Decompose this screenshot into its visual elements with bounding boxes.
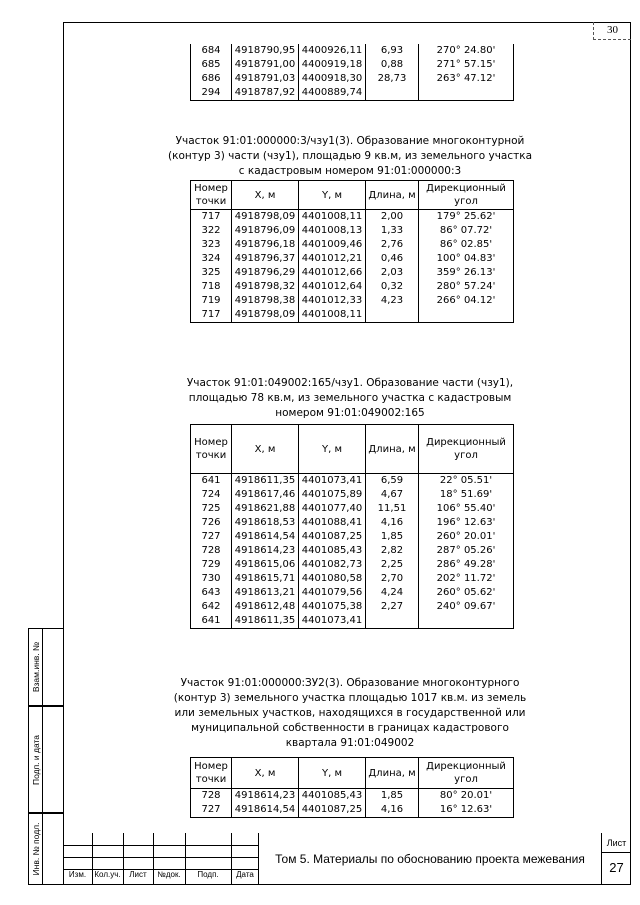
table-cell: 16° 12.63' bbox=[419, 803, 514, 818]
revision-grid bbox=[63, 833, 259, 885]
table-cell: 4918617,46 bbox=[232, 488, 299, 502]
table-row bbox=[191, 72, 514, 86]
table-cell bbox=[366, 86, 419, 101]
table-cell: 260° 20.01' bbox=[419, 530, 514, 544]
col-label: Кол.уч. bbox=[94, 870, 121, 879]
column-header: Y, м bbox=[299, 425, 366, 474]
table-row bbox=[191, 558, 514, 572]
table-cell bbox=[419, 86, 514, 101]
table-cell: 280° 57.24' bbox=[419, 280, 514, 294]
table-cell: 4400889,74 bbox=[299, 86, 366, 101]
table-cell: 4,16 bbox=[366, 803, 419, 818]
table-cell: 22° 05.51' bbox=[419, 474, 514, 489]
document-title: Том 5. Материалы по обоснованию проекта межевания bbox=[275, 851, 585, 866]
table-cell: 202° 11.72' bbox=[419, 572, 514, 586]
table-cell: 2,00 bbox=[366, 210, 419, 225]
table-row bbox=[191, 572, 514, 586]
column-header: X, м bbox=[232, 425, 299, 474]
table-cell: 4401080,58 bbox=[299, 572, 366, 586]
table-cell: 2,27 bbox=[366, 600, 419, 614]
caption-line: номером 91:01:049002:165 bbox=[275, 407, 425, 419]
table-row bbox=[191, 516, 514, 530]
column-header: Номер точки bbox=[191, 181, 232, 210]
table-cell: 240° 09.67' bbox=[419, 600, 514, 614]
table-cell: 2,76 bbox=[366, 238, 419, 252]
table-cell: 4918787,92 bbox=[232, 86, 299, 101]
table-cell: 4918621,88 bbox=[232, 502, 299, 516]
table-caption bbox=[150, 676, 550, 751]
column-header: Длина, м bbox=[366, 758, 419, 789]
table-cell: 2,82 bbox=[366, 544, 419, 558]
table-cell: 4401008,13 bbox=[299, 224, 366, 238]
table-cell: 86° 07.72' bbox=[419, 224, 514, 238]
table-cell: 4918614,23 bbox=[232, 544, 299, 558]
table-row bbox=[191, 280, 514, 294]
table-row bbox=[191, 600, 514, 614]
table-cell: 4918798,38 bbox=[232, 294, 299, 308]
table-row bbox=[191, 252, 514, 266]
table-cell: 685 bbox=[191, 58, 232, 72]
sheet-label: Лист bbox=[606, 838, 627, 848]
table-cell: 4918611,35 bbox=[232, 474, 299, 489]
table-cell: 287° 05.26' bbox=[419, 544, 514, 558]
table-row bbox=[191, 530, 514, 544]
column-header: Длина, м bbox=[366, 425, 419, 474]
table-cell: 4918790,95 bbox=[232, 44, 299, 58]
table-cell: 4918614,54 bbox=[232, 803, 299, 818]
caption-line: с кадастровым номером 91:01:000000:3 bbox=[238, 165, 462, 177]
table-cell: 718 bbox=[191, 280, 232, 294]
col-label: Дата bbox=[236, 870, 254, 879]
table-cell: 719 bbox=[191, 294, 232, 308]
table-row bbox=[191, 294, 514, 308]
column-header: X, м bbox=[232, 181, 299, 210]
col-label: Лист bbox=[129, 870, 147, 879]
table-cell: 4918798,32 bbox=[232, 280, 299, 294]
table-row bbox=[191, 789, 514, 804]
table-cell: 6,93 bbox=[366, 44, 419, 58]
sheet-number: 27 bbox=[602, 852, 631, 883]
table-cell: 4918798,09 bbox=[232, 210, 299, 225]
table-cell: 4,16 bbox=[366, 516, 419, 530]
table-cell: 728 bbox=[191, 789, 232, 804]
table-cell: 0,46 bbox=[366, 252, 419, 266]
table-cell: 2,25 bbox=[366, 558, 419, 572]
table-cell: 4918611,35 bbox=[232, 614, 299, 629]
table-cell: 106° 55.40' bbox=[419, 502, 514, 516]
table-cell: 4918614,54 bbox=[232, 530, 299, 544]
caption-line: Участок 91:01:000000:ЗУ2(3). Образование многоконтурного bbox=[180, 677, 520, 689]
table-cell: 4918796,37 bbox=[232, 252, 299, 266]
table-cell: 0,88 bbox=[366, 58, 419, 72]
column-header: Y, м bbox=[299, 758, 366, 789]
caption-line: Участок 91:01:000000:3/чзу1(3). Образование многоконтурной bbox=[175, 135, 525, 147]
table-row bbox=[191, 586, 514, 600]
column-header: Номер точки bbox=[191, 758, 232, 789]
table-cell: 179° 25.62' bbox=[419, 210, 514, 225]
table-cell: 4401087,25 bbox=[299, 803, 366, 818]
table-header-row bbox=[191, 425, 514, 474]
caption-line: муниципальной собственности в границах кадастрового bbox=[191, 722, 509, 734]
side-label: Взам.инв. № bbox=[30, 641, 41, 693]
table-cell: 4918613,21 bbox=[232, 586, 299, 600]
table-row bbox=[191, 224, 514, 238]
table-row bbox=[191, 58, 514, 72]
table-cell: 196° 12.63' bbox=[419, 516, 514, 530]
table-cell: 86° 02.85' bbox=[419, 238, 514, 252]
coordinates-table bbox=[190, 44, 514, 101]
table-cell: 4918796,18 bbox=[232, 238, 299, 252]
col-label: Изм. bbox=[68, 870, 87, 879]
table-cell: 4401075,89 bbox=[299, 488, 366, 502]
table-cell: 724 bbox=[191, 488, 232, 502]
table-cell: 4401009,46 bbox=[299, 238, 366, 252]
coordinates-table bbox=[190, 757, 514, 818]
table-cell: 271° 57.15' bbox=[419, 58, 514, 72]
table-cell: 642 bbox=[191, 600, 232, 614]
table-header-row bbox=[191, 758, 514, 789]
table-cell: 4918615,71 bbox=[232, 572, 299, 586]
table-row bbox=[191, 238, 514, 252]
table-cell: 686 bbox=[191, 72, 232, 86]
table-cell: 725 bbox=[191, 502, 232, 516]
caption-line: или земельных участков, находящихся в государственной или bbox=[174, 707, 526, 719]
table-cell: 641 bbox=[191, 614, 232, 629]
table-row bbox=[191, 266, 514, 280]
table-cell: 1,85 bbox=[366, 530, 419, 544]
side-stamp-replaced-inv bbox=[28, 628, 64, 706]
table-cell: 4,23 bbox=[366, 294, 419, 308]
table-cell: 100° 04.83' bbox=[419, 252, 514, 266]
table-cell: 28,73 bbox=[366, 72, 419, 86]
table-cell: 4400918,30 bbox=[299, 72, 366, 86]
table-cell: 4918796,29 bbox=[232, 266, 299, 280]
table-cell: 4401012,21 bbox=[299, 252, 366, 266]
table-cell: 18° 51.69' bbox=[419, 488, 514, 502]
table-cell: 727 bbox=[191, 803, 232, 818]
table-cell: 4400919,18 bbox=[299, 58, 366, 72]
table-cell: 286° 49.28' bbox=[419, 558, 514, 572]
sheet-box bbox=[601, 833, 631, 885]
table-row bbox=[191, 544, 514, 558]
table-cell: 2,70 bbox=[366, 572, 419, 586]
table-caption bbox=[150, 376, 550, 421]
corner-page-number: 30 bbox=[593, 22, 631, 40]
table-cell: 4918791,00 bbox=[232, 58, 299, 72]
table-cell bbox=[366, 614, 419, 629]
table-cell: 263° 47.12' bbox=[419, 72, 514, 86]
column-header: Дирекционный угол bbox=[419, 758, 514, 789]
col-label: Подп. bbox=[197, 870, 219, 879]
table-row bbox=[191, 308, 514, 323]
table-cell: 294 bbox=[191, 86, 232, 101]
table-row bbox=[191, 614, 514, 629]
table-cell: 4401012,33 bbox=[299, 294, 366, 308]
table-row bbox=[191, 803, 514, 818]
column-header: Дирекционный угол bbox=[419, 181, 514, 210]
table-cell: 4918798,09 bbox=[232, 308, 299, 323]
table-row bbox=[191, 44, 514, 58]
side-label: Подп. и дата bbox=[30, 734, 41, 785]
table-cell: 4401008,11 bbox=[299, 210, 366, 225]
table-row bbox=[191, 474, 514, 489]
table-cell: 4918612,48 bbox=[232, 600, 299, 614]
side-label: Инв. № подл. bbox=[30, 822, 41, 876]
table-cell: 324 bbox=[191, 252, 232, 266]
table-cell: 4401073,41 bbox=[299, 474, 366, 489]
table-cell: 322 bbox=[191, 224, 232, 238]
column-header: Номер точки bbox=[191, 425, 232, 474]
table-cell: 728 bbox=[191, 544, 232, 558]
table-header-row bbox=[191, 181, 514, 210]
caption-line: площадью 78 кв.м, из земельного участка с кадастровым bbox=[188, 392, 512, 404]
caption-line: Участок 91:01:049002:165/чзу1. Образование части (чзу1), bbox=[186, 377, 514, 389]
column-header: X, м bbox=[232, 758, 299, 789]
table-cell: 717 bbox=[191, 210, 232, 225]
table-cell: 11,51 bbox=[366, 502, 419, 516]
table-cell: 4401085,43 bbox=[299, 789, 366, 804]
table-cell bbox=[419, 308, 514, 323]
table-cell: 4,67 bbox=[366, 488, 419, 502]
table-cell: 4401012,66 bbox=[299, 266, 366, 280]
table-cell: 266° 04.12' bbox=[419, 294, 514, 308]
coordinates-table bbox=[190, 180, 514, 323]
table-cell: 359° 26.13' bbox=[419, 266, 514, 280]
table-cell: 684 bbox=[191, 44, 232, 58]
table-cell: 4,24 bbox=[366, 586, 419, 600]
table-cell: 4918791,03 bbox=[232, 72, 299, 86]
table-cell: 4400926,11 bbox=[299, 44, 366, 58]
table-row bbox=[191, 502, 514, 516]
table-cell: 4401085,43 bbox=[299, 544, 366, 558]
table-cell bbox=[419, 614, 514, 629]
table-row bbox=[191, 86, 514, 101]
table-cell: 4918614,23 bbox=[232, 789, 299, 804]
table-cell: 643 bbox=[191, 586, 232, 600]
table-cell: 4918618,53 bbox=[232, 516, 299, 530]
table-cell: 4401077,40 bbox=[299, 502, 366, 516]
table-cell bbox=[366, 308, 419, 323]
table-cell: 4401075,38 bbox=[299, 600, 366, 614]
table-cell: 2,03 bbox=[366, 266, 419, 280]
table-cell: 4401088,41 bbox=[299, 516, 366, 530]
caption-line: (контур 3) части (чзу1), площадью 9 кв.м, из земельного участка bbox=[168, 150, 532, 162]
table-row bbox=[191, 488, 514, 502]
table-cell: 260° 05.62' bbox=[419, 586, 514, 600]
table-cell: 1,33 bbox=[366, 224, 419, 238]
table-cell: 726 bbox=[191, 516, 232, 530]
side-stamp-sign-date bbox=[28, 706, 64, 813]
table-cell: 270° 24.80' bbox=[419, 44, 514, 58]
column-header: Длина, м bbox=[366, 181, 419, 210]
table-cell: 4401008,11 bbox=[299, 308, 366, 323]
table-cell: 4401073,41 bbox=[299, 614, 366, 629]
table-cell: 4918615,06 bbox=[232, 558, 299, 572]
table-cell: 6,59 bbox=[366, 474, 419, 489]
title-block bbox=[63, 833, 631, 885]
table-cell: 730 bbox=[191, 572, 232, 586]
table-cell: 729 bbox=[191, 558, 232, 572]
table-cell: 325 bbox=[191, 266, 232, 280]
table-cell: 4918796,09 bbox=[232, 224, 299, 238]
col-label: №док. bbox=[157, 870, 181, 879]
table-cell: 727 bbox=[191, 530, 232, 544]
table-row bbox=[191, 210, 514, 225]
coordinates-table bbox=[190, 424, 514, 629]
table-cell: 4401082,73 bbox=[299, 558, 366, 572]
table-cell: 4401079,56 bbox=[299, 586, 366, 600]
caption-line: (контур 3) земельного участка площадью 1017 кв.м. из земель bbox=[173, 692, 527, 704]
caption-line: квартала 91:01:049002 bbox=[285, 737, 415, 749]
table-cell: 80° 20.01' bbox=[419, 789, 514, 804]
table-cell: 0,32 bbox=[366, 280, 419, 294]
table-cell: 323 bbox=[191, 238, 232, 252]
table-cell: 717 bbox=[191, 308, 232, 323]
table-cell: 641 bbox=[191, 474, 232, 489]
table-cell: 4401087,25 bbox=[299, 530, 366, 544]
column-header: Дирекционный угол bbox=[419, 425, 514, 474]
table-cell: 4401012,64 bbox=[299, 280, 366, 294]
column-header: Y, м bbox=[299, 181, 366, 210]
table-cell: 1,85 bbox=[366, 789, 419, 804]
table-caption bbox=[150, 134, 550, 179]
side-stamp-orig-inv bbox=[28, 813, 64, 885]
